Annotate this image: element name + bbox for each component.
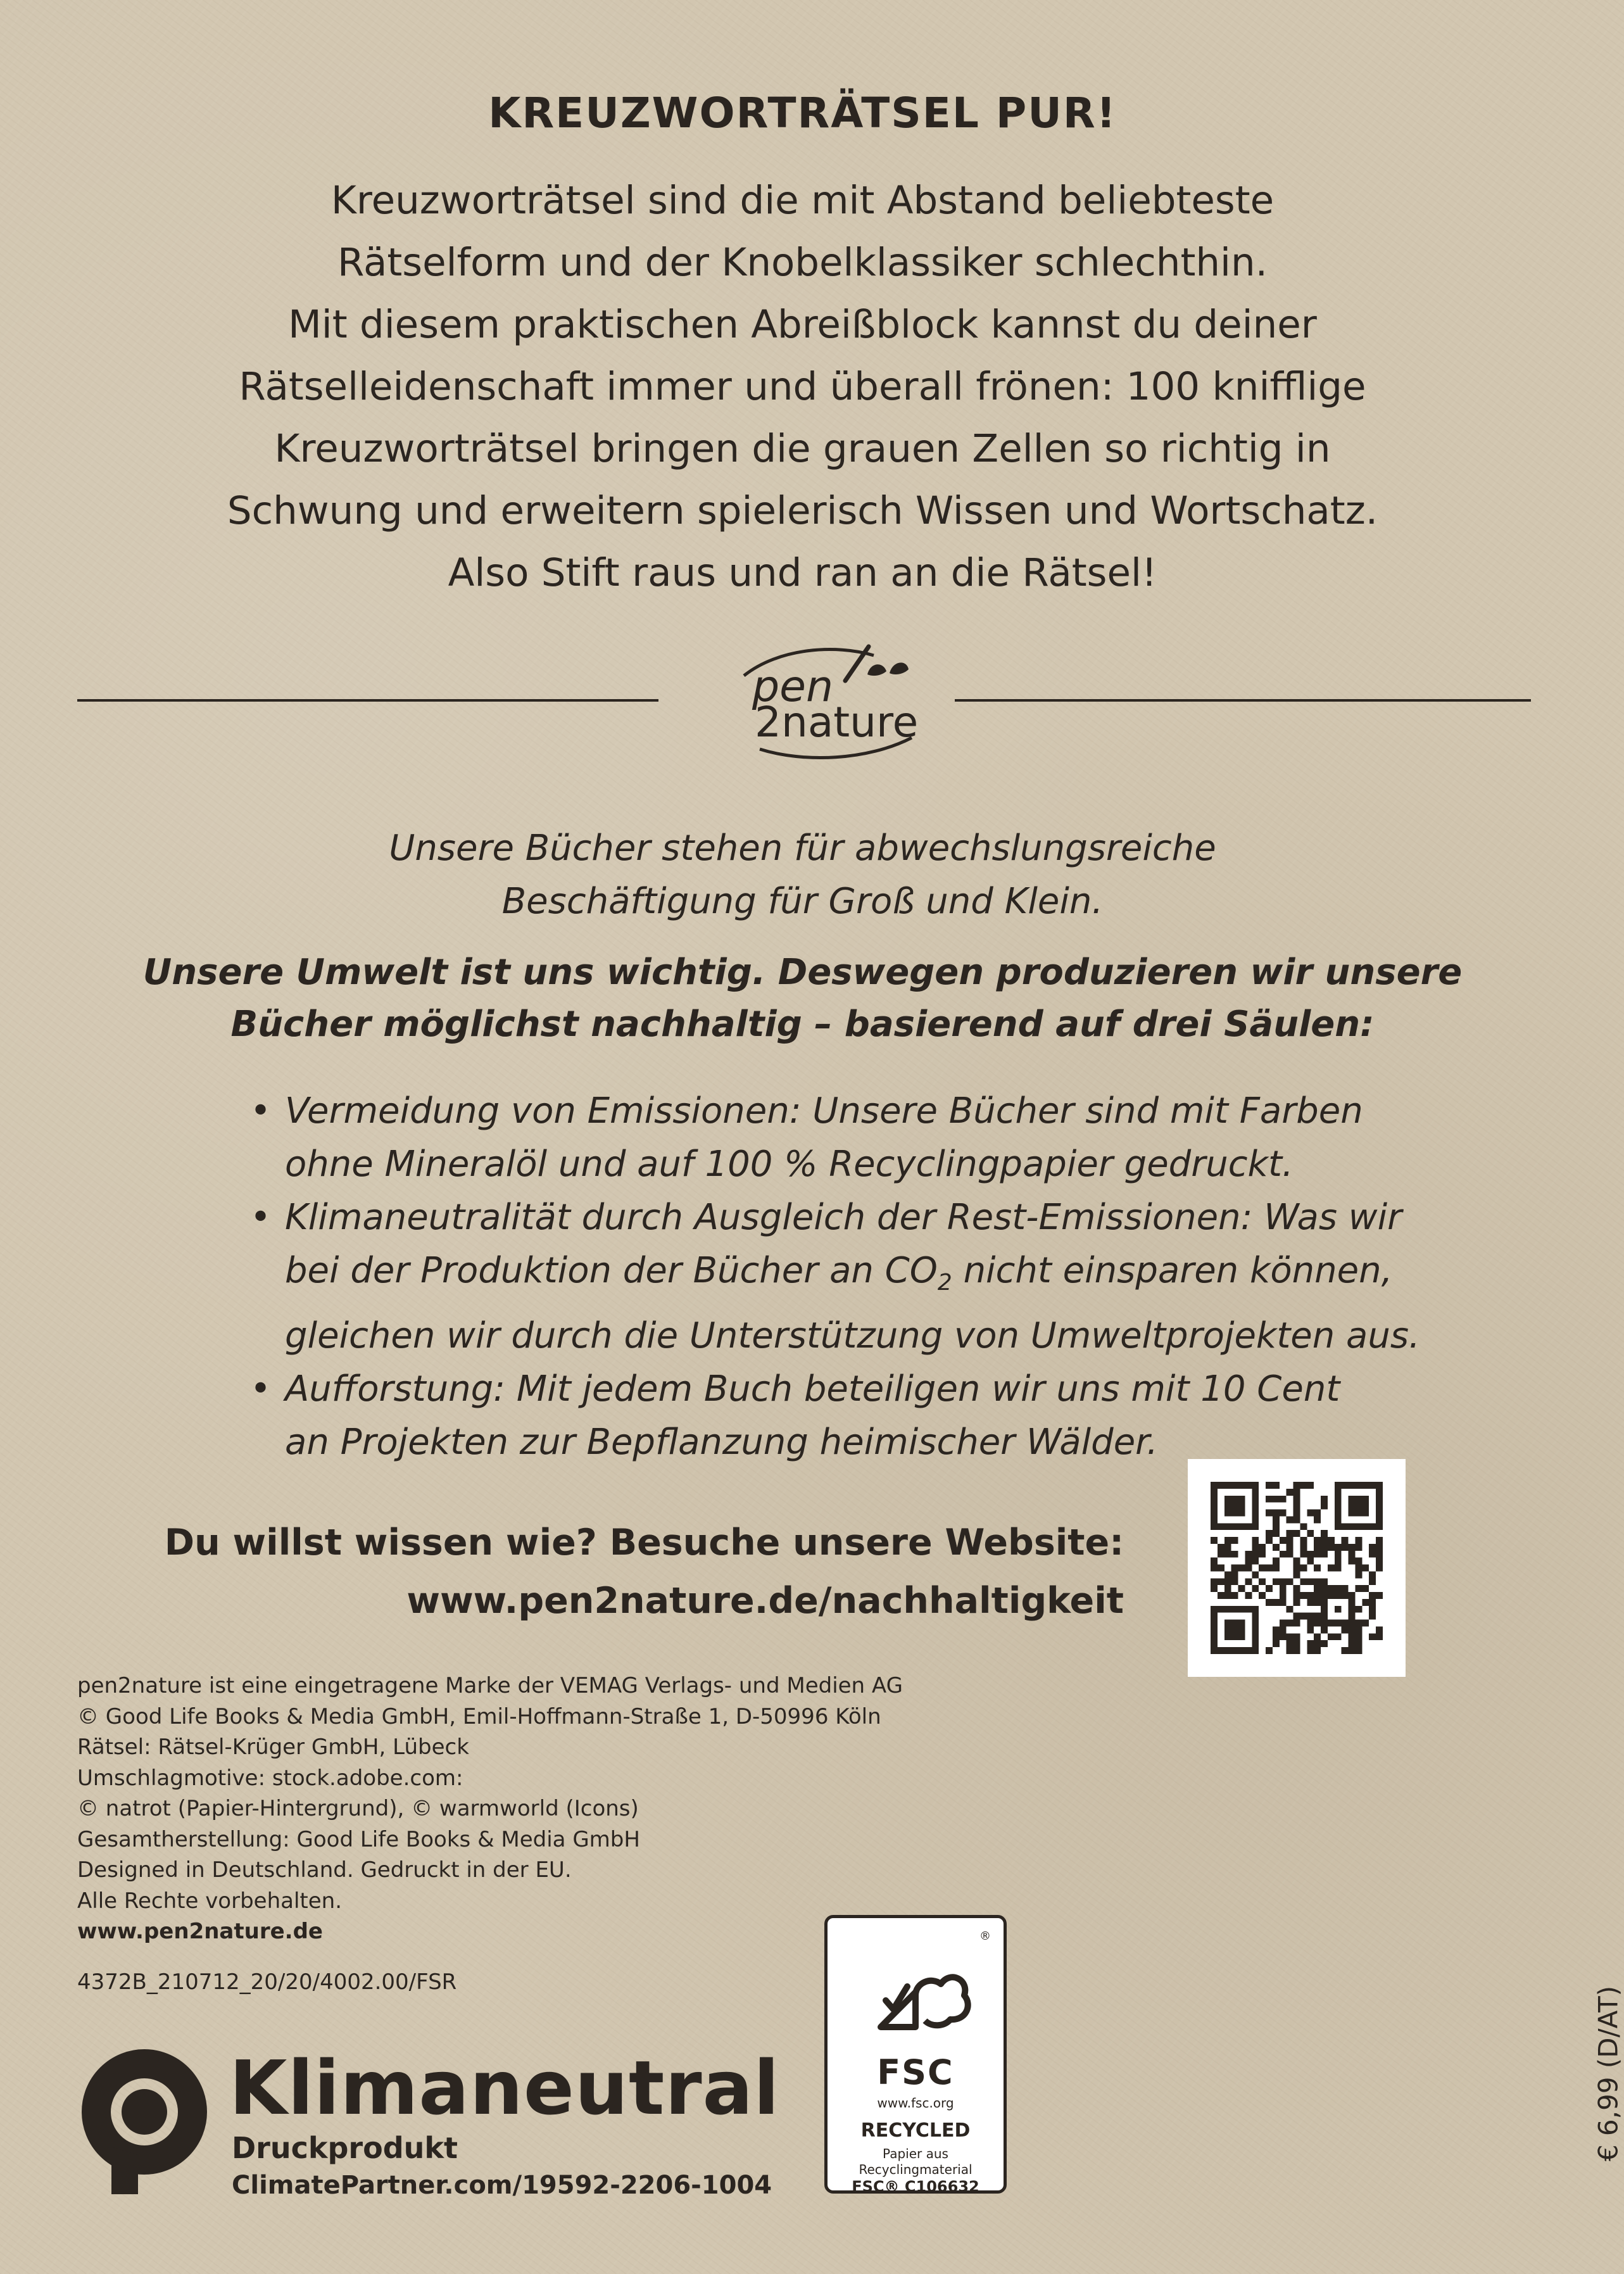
bullet-icon: •	[250, 1368, 272, 1410]
list-item-line: ohne Mineralöl und auf 100 % Recyclingpapier gedruckt.	[285, 1144, 1294, 1185]
intro-line: Rätselleidenschaft immer und überall frönen: 100 knifflige	[239, 364, 1366, 409]
klimaneutral-subtitle: Druckprodukt	[232, 2131, 458, 2165]
list-item-line: gleichen wir durch die Unterstützung von Umweltprojekten aus.	[285, 1315, 1420, 1357]
intro-line: Mit diesem praktischen Abreißblock kannst du deiner	[288, 302, 1317, 347]
imprint-line: Designed in Deutschland. Gedruckt in der EU.	[77, 1857, 572, 1883]
imprint-line: Gesamtherstellung: Good Life Books & Media GmbH	[77, 1826, 640, 1852]
environment-line: Unsere Umwelt ist uns wichtig. Deswegen produzieren wir unsere	[142, 952, 1463, 993]
list-item	[250, 1363, 1453, 1469]
bullet-icon: •	[250, 1197, 272, 1238]
imprint	[77, 1671, 903, 1947]
imprint-website-link[interactable]: www.pen2nature.de	[77, 1919, 323, 1944]
list-item-line: an Projekten zur Bepflanzung heimischer Wälder.	[285, 1422, 1158, 1463]
price: € 6,99 (D/AT)	[1592, 1985, 1624, 2162]
intro-line: Schwung und erweitern spielerisch Wissen und Wortschatz.	[227, 488, 1378, 533]
logo-text-nature: 2nature	[755, 698, 919, 747]
klimaneutral-title: Klimaneutral	[229, 2044, 780, 2132]
list-item	[250, 1085, 1453, 1191]
website-call-to-action	[127, 1513, 1124, 1630]
imprint-line: © natrot (Papier-Hintergrund), © warmworld (Icons)	[77, 1796, 639, 1821]
intro-paragraph	[0, 170, 1605, 604]
list-item-line: Aufforstung: Mit jedem Buch beteiligen wir uns mit 10 Cent	[285, 1368, 1340, 1410]
slogan	[0, 822, 1605, 928]
environment-statement	[0, 947, 1605, 1051]
qr-code[interactable]	[1188, 1459, 1406, 1677]
divider-left	[77, 699, 658, 702]
intro-line: Kreuzworträtsel bringen die grauen Zellen so richtig in	[274, 426, 1331, 471]
fsc-license-code: FSC® C106632	[852, 2178, 979, 2195]
imprint-line: Alle Rechte vorbehalten.	[77, 1888, 343, 1914]
headline: KREUZWORTRÄTSEL PUR!	[488, 89, 1117, 137]
slogan-line: Beschäftigung für Groß und Klein.	[501, 881, 1104, 922]
fsc-url: www.fsc.org	[877, 2095, 954, 2111]
list-item-line	[285, 1244, 1453, 1310]
fsc-paper-note	[828, 2146, 1004, 2178]
imprint-line: © Good Life Books & Media GmbH, Emil-Hoffmann-Straße 1, D-50996 Köln	[77, 1703, 881, 1729]
cta-question: Du willst wissen wie? Besuche unsere Website:	[164, 1522, 1124, 1563]
leaf-icon	[890, 662, 909, 674]
sustainability-list	[250, 1085, 1453, 1469]
fsc-paper-line: Recyclingmaterial	[859, 2162, 973, 2177]
list-item	[250, 1191, 1453, 1363]
imprint-line: Rätsel: Rätsel-Krüger GmbH, Lübeck	[77, 1734, 469, 1760]
fsc-recycled: RECYCLED	[860, 2119, 971, 2142]
list-item-line: Vermeidung von Emissionen: Unsere Bücher sind mit Farben	[285, 1090, 1363, 1132]
co2-text: bei der Produktion der Bücher an CO	[285, 1250, 938, 1291]
bullet-icon: •	[250, 1090, 272, 1132]
imprint-line: Umschlagmotive: stock.adobe.com:	[77, 1765, 463, 1791]
divider-right	[955, 699, 1531, 702]
klimaneutral-url: ClimatePartner.com/19592-2206-1004	[232, 2171, 772, 2200]
environment-line: Bücher möglichst nachhaltig – basierend auf drei Säulen:	[230, 1004, 1375, 1045]
climatepartner-icon	[75, 2042, 214, 2201]
intro-line: Also Stift raus und ran an die Rätsel!	[448, 550, 1157, 595]
list-item-line: Klimaneutralität durch Ausgleich der Rest-Emissionen: Was wir	[285, 1197, 1402, 1238]
fsc-paper-line: Papier aus	[883, 2146, 948, 2161]
leaf-icon	[867, 664, 886, 676]
intro-line: Kreuzworträtsel sind die mit Abstand beliebteste	[330, 178, 1275, 223]
slogan-line: Unsere Bücher stehen für abwechslungsreiche	[389, 828, 1216, 869]
co2-subscript: 2	[937, 1270, 952, 1296]
intro-line: Rätselform und der Knobelklassiker schlechthin.	[337, 240, 1268, 285]
fsc-label	[824, 1915, 1007, 2194]
pen2nature-logo	[684, 636, 937, 763]
fsc-name: FSC	[877, 2052, 954, 2092]
logo-text-pen: pen	[752, 662, 834, 712]
imprint-line: pen2nature ist eine eingetragene Marke der VEMAG Verlags- und Medien AG	[77, 1673, 903, 1698]
fsc-tree-icon	[855, 1932, 976, 2052]
co2-text-end: nicht einsparen können,	[952, 1250, 1393, 1291]
fsc-registered-mark: ®	[979, 1930, 991, 1943]
qr-code-icon	[1211, 1482, 1383, 1654]
product-code: 4372B_210712_20/20/4002.00/FSR	[77, 1969, 457, 1995]
cta-url-link[interactable]: www.pen2nature.de/nachhaltigkeit	[406, 1580, 1124, 1622]
